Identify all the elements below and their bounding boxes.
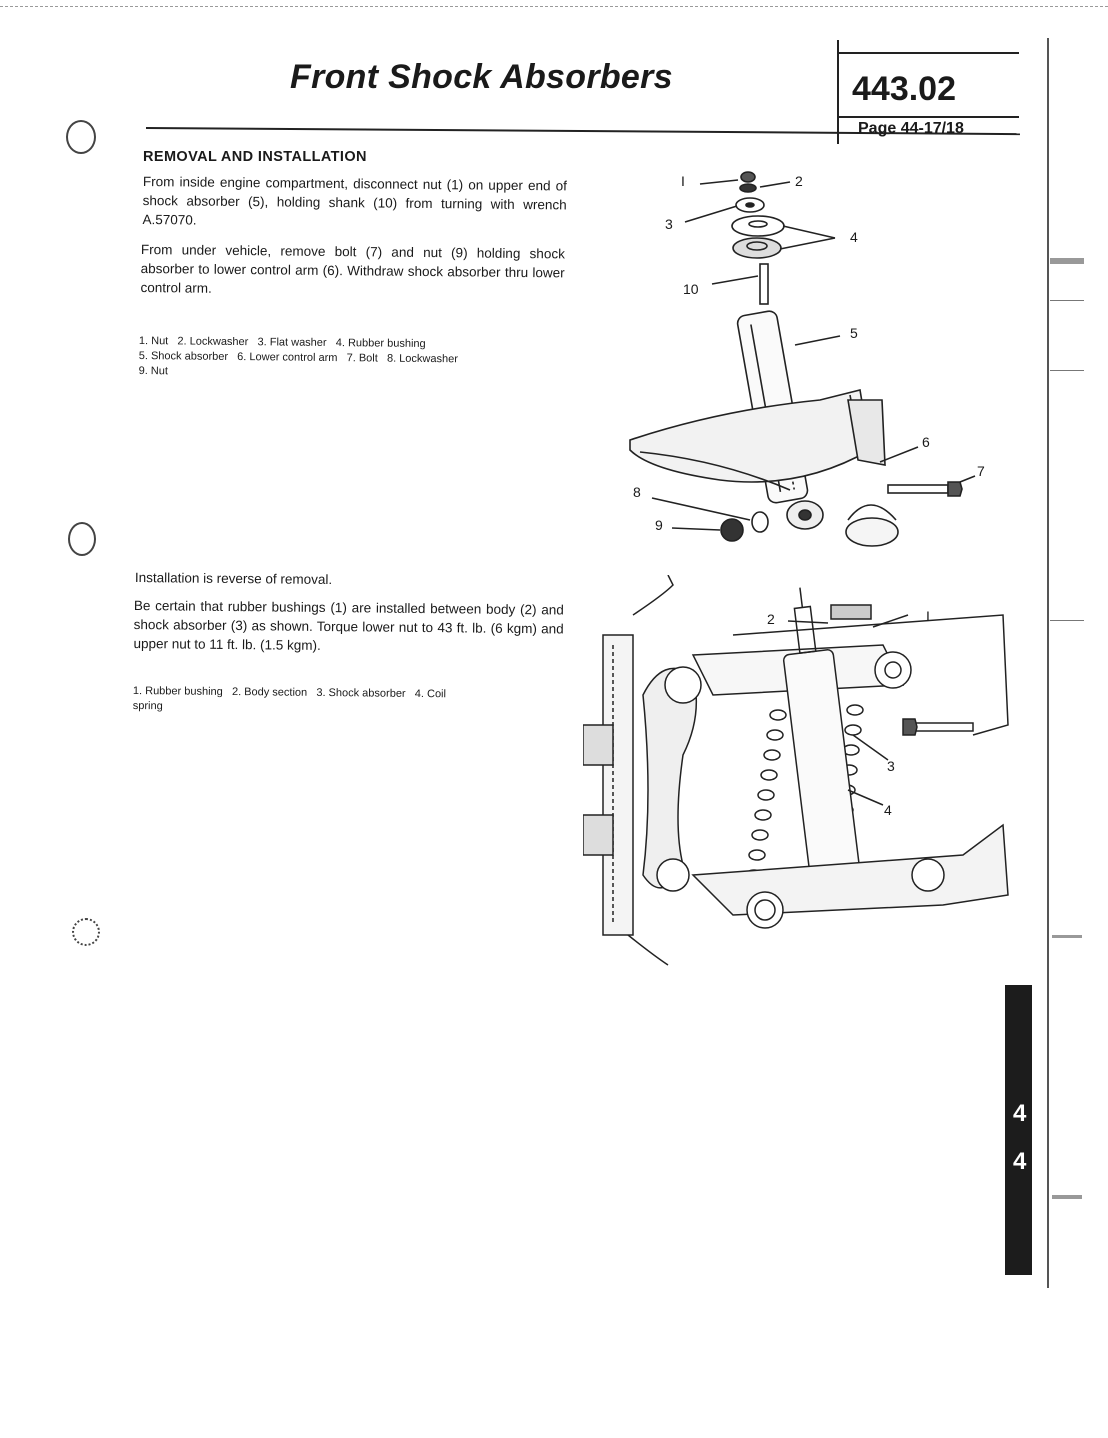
edge-mark <box>1050 370 1084 371</box>
chapter-tab-digit: 4 <box>1013 1100 1027 1127</box>
paragraph: From under vehicle, remove bolt (7) and nut (9) holding shock absorber to lower control arm (6). Withdraw shock absorber thru lower control arm. <box>140 241 565 296</box>
chapter-tab-digit: 4 <box>1013 1148 1027 1175</box>
page-title: Front Shock Absorbers <box>290 58 673 96</box>
legend-line: 1. Nut 2. Lockwasher 3. Flat washer 4. Rubber bushing <box>138 334 426 351</box>
figure-legend <box>133 684 533 718</box>
callout-8: 8 <box>633 484 641 500</box>
paragraph: Installation is reverse of removal. <box>134 569 333 588</box>
callout-9: 9 <box>655 517 663 533</box>
figure-legend <box>139 334 559 383</box>
edge-mark <box>1052 1195 1082 1199</box>
callout-2: 2 <box>767 611 775 627</box>
edge-mark <box>1052 935 1082 938</box>
binder-hole <box>66 120 96 154</box>
paragraph: Be certain that rubber bushings (1) are installed between body (2) and shock absorber (3) as shown. Torque lower nut to 43 ft. lb. (6 kgm) and upper nut to 11 ft. lb. (1.5 kgm). <box>133 597 564 653</box>
paragraph: From inside engine compartment, disconnect nut (1) on upper end of shock absorber (5), holding shank (10) from turning with wrench A.57070. <box>142 173 567 228</box>
callout-3: 3 <box>665 216 673 232</box>
binder-hole <box>68 522 96 556</box>
callout-1: I <box>681 173 685 189</box>
section-box-border <box>837 40 839 144</box>
section-box-border <box>837 116 1019 118</box>
callout-3: 3 <box>887 758 895 774</box>
section-heading: REMOVAL AND INSTALLATION <box>143 149 367 165</box>
section-number: 443.02 <box>852 70 956 108</box>
legend-line: 9. Nut <box>138 364 169 378</box>
binder-hole <box>72 918 100 946</box>
callout-5: 5 <box>850 325 858 341</box>
callout-10: 10 <box>683 281 699 297</box>
shock-absorber-exploded-diagram <box>600 160 1000 560</box>
section-box-border <box>837 52 1019 54</box>
edge-mark <box>1050 620 1084 621</box>
chapter-tab <box>1005 985 1032 1275</box>
edge-mark <box>1050 300 1084 301</box>
scan-top-edge <box>0 6 1108 7</box>
binder-edge-line <box>1047 38 1049 1288</box>
legend-line: spring <box>132 699 163 713</box>
installed-suspension-diagram <box>583 575 1013 970</box>
legend-line: 5. Shock absorber 6. Lower control arm 7. Bolt 8. Lockwasher <box>138 349 458 366</box>
edge-mark <box>1050 258 1084 264</box>
callout-1: I <box>926 608 930 624</box>
callout-2: 2 <box>795 173 803 189</box>
callout-7: 7 <box>977 463 985 479</box>
callout-4: 4 <box>884 802 892 818</box>
legend-line: 1. Rubber bushing 2. Body section 3. Shock absorber 4. Coil <box>132 684 447 701</box>
page-reference: Page 44-17/18 <box>858 120 964 137</box>
callout-4: 4 <box>850 229 858 245</box>
callout-6: 6 <box>922 434 930 450</box>
